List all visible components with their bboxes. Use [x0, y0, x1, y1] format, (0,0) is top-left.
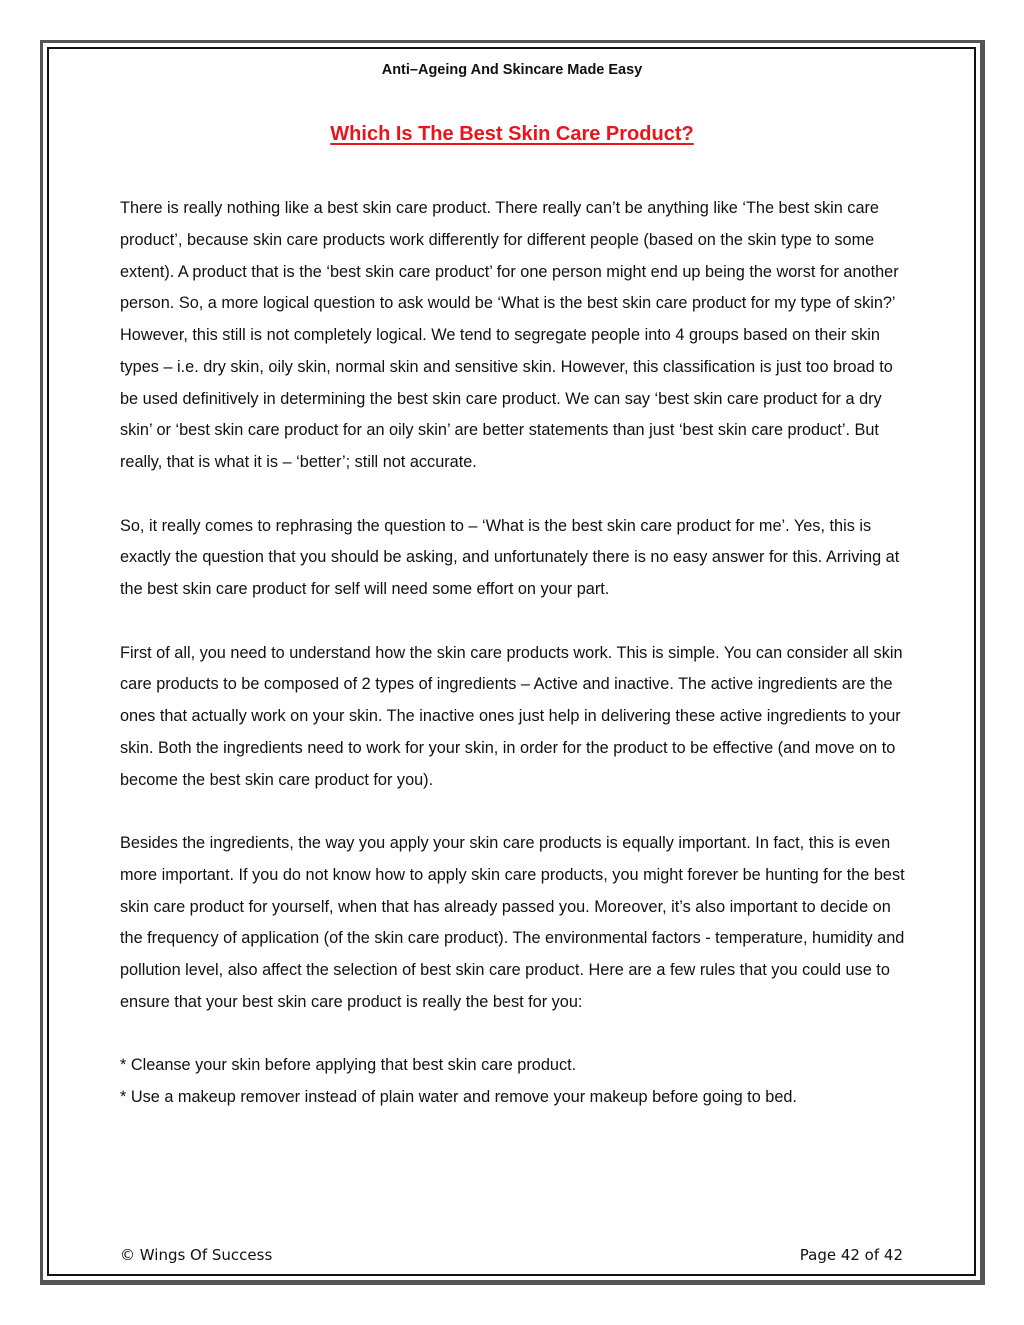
page-title: Which Is The Best Skin Care Product? — [330, 123, 694, 145]
running-header: Anti–Ageing And Skincare Made Easy — [381, 62, 643, 78]
paragraph: So, it really comes to rephrasing the question to – ‘What is the best skin care product for me’. Yes, this is exactly the question that you should be asking, and unfortunately there is no easy answer for this. Arriving at the best skin care product for self will need some effort on your part. — [120, 516, 900, 598]
bullet-item: * Cleanse your skin before applying that best skin care product. — [120, 1056, 577, 1075]
footer-copyright: © Wings Of Success — [120, 1246, 273, 1264]
article-body — [120, 193, 910, 1114]
paragraph: First of all, you need to understand how the skin care products work. This is simple. You can consider all skin care products to be composed of 2 types of ingredients – Active and inactive. The active ingredients are the ones that actually work on your skin. The inactive ones just help in delivering these active ingredients to your skin. Both the ingredients need to work for your skin, in order for the product to be effective (and move on to become the best skin care product for you). — [120, 643, 903, 789]
paragraph: Besides the ingredients, the way you apply your skin care products is equally important. In fact, this is even more important. If you do not know how to apply skin care products, you might forever be hunting for the best skin care product for yourself, when that has already passed you. Moreover, it’s also important to decide on the frequency of application (of the skin care product). The environmental factors - temperature, humidity and pollution level, also affect the selection of best skin care product. Here are a few rules that you could use to ensure that your best skin care product is really the best for you: — [120, 834, 905, 1011]
bullet-list — [120, 1050, 910, 1114]
bullet-item: * Use a makeup remover instead of plain water and remove your makeup before going to bed. — [120, 1088, 797, 1106]
paragraph: There is really nothing like a best skin care product. There really can’t be anything like ‘The best skin care product’, because skin care products work differently for different people (based on the skin type to some extent). A product that is the ‘best skin care product’ for one person might end up being the worst for another person. So, a more logical question to ask would be ‘What is the best skin care product for my type of skin?’ However, this still is not completely logical. We tend to segregate people into 4 groups based on their skin types – i.e. dry skin, oily skin, normal skin and sensitive skin. However, this classification is just too broad to be used definitively in determining the best skin care product. We can say ‘best skin care product for a dry skin’ or ‘best skin care product for an oily skin’ are better statements than just ‘best skin care product’. But really, that is what it is – ‘better’; still not accurate. — [120, 199, 899, 471]
footer-page-number: Page 42 of 42 — [799, 1246, 903, 1264]
